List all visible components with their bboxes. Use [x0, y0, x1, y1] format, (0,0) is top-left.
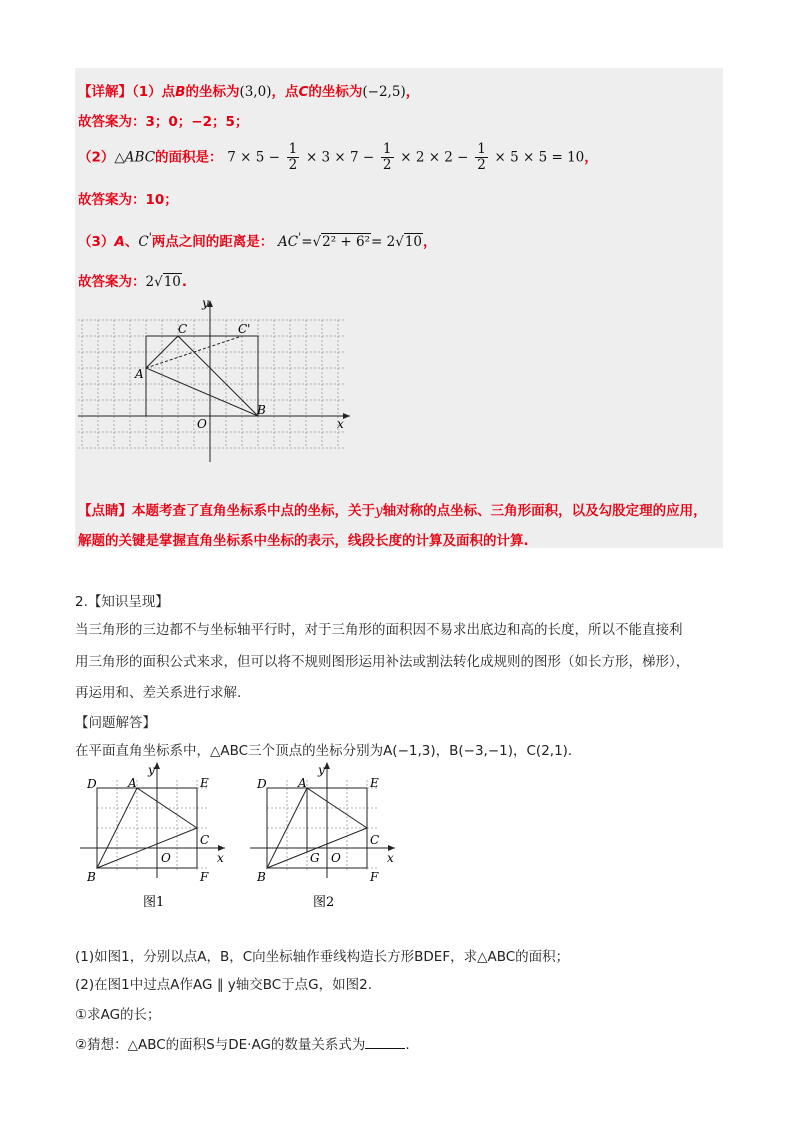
text: （2）: [78, 149, 115, 166]
bounding-rectangle: [146, 336, 258, 416]
point-c-label: C: [370, 833, 380, 847]
point-a-label: A: [128, 776, 137, 790]
expr: = 2: [371, 234, 396, 250]
point-b-label: B: [257, 403, 266, 417]
point-a-label: A: [298, 776, 307, 790]
expr: AC: [278, 234, 299, 250]
origin-label: O: [331, 851, 341, 865]
denominator: 2: [477, 157, 486, 173]
grid: [78, 320, 345, 448]
section-title: 2.【知识呈现】: [75, 594, 169, 610]
point-b-label: B: [175, 84, 186, 100]
triangle-symbol: △: [114, 149, 125, 166]
radicand: 10: [404, 234, 423, 250]
coord-b: (3,0): [239, 84, 272, 100]
expr: × 2 × 2 −: [400, 149, 469, 166]
radicand: 2² + 6²: [322, 234, 371, 250]
point-d-label: D: [257, 777, 267, 791]
point-c-label: C: [178, 322, 188, 336]
answer-1: 故答案为：3；0；−2；5；: [78, 114, 249, 130]
answer-blank[interactable]: [365, 1048, 405, 1049]
point-b-label: B: [257, 870, 266, 884]
problem-statement: 在平面直角坐标系中，△ABC三个顶点的坐标分别为A(−1,3)，B(−3,−1)，C(2,1).: [75, 743, 573, 759]
prime: ': [148, 230, 152, 244]
text: （1）点: [132, 84, 176, 100]
question-2-part-2: [75, 1033, 410, 1053]
solution-line-2: [78, 142, 598, 173]
comment-line-1: [78, 499, 707, 519]
point-f-label: F: [200, 870, 209, 884]
expr: 7 × 5 −: [227, 149, 280, 166]
problem-heading: 【问题解答】: [75, 715, 156, 731]
point-g-label: G: [310, 851, 320, 865]
text: 【点睛】本题考查了直角坐标系中点的坐标，关于: [78, 503, 375, 519]
grid: [267, 780, 380, 872]
text: 两点之间的距离是：: [151, 234, 274, 250]
text: ，点: [271, 84, 299, 100]
question-2-part-1: ①求AG的长；: [75, 1007, 161, 1023]
numerator: 1: [288, 141, 298, 157]
text: 轴对称的点坐标、三角形面积，以及勾股定理的应用，: [382, 503, 707, 519]
text: 的坐标为: [308, 84, 363, 100]
question-1: (1)如图1，分别以点A，B，C向坐标轴作垂线构造长方形BDEF，求△ABC的面积；: [75, 949, 570, 965]
expr: × 5 × 5 = 10: [494, 149, 585, 166]
figure-caption: 图2: [313, 895, 335, 910]
y-axis-label: y: [202, 296, 209, 310]
point-f-label: F: [370, 870, 379, 884]
expr: =: [301, 234, 313, 250]
point-a-label: A: [114, 234, 125, 250]
text: ，: [423, 234, 437, 250]
y-label: y: [148, 763, 155, 777]
paragraph-line-3: 再运用和、差关系进行求解.: [75, 685, 242, 701]
x-label: x: [387, 851, 394, 865]
expr: × 3 × 7 −: [305, 149, 375, 166]
numerator: 1: [477, 141, 486, 157]
point-b-label: B: [87, 870, 96, 884]
denominator: 2: [382, 157, 392, 173]
coordinate-graph: [75, 290, 365, 470]
figure-caption: 图1: [143, 895, 165, 910]
text: （3）: [78, 234, 115, 250]
point-c-label: C: [298, 84, 309, 100]
comment-line-2: 解题的关键是掌握直角坐标系中坐标的表示，线段长度的计算及面积的计算.: [78, 533, 529, 549]
point-c-prime-label: C: [138, 234, 149, 250]
text: 、: [124, 234, 139, 250]
solution-line-3: （3）A、C'两点之间的距离是： AC'=√2² + 6²= 2√10，: [78, 230, 437, 250]
text: 的面积是：: [155, 149, 223, 166]
text: .: [405, 1037, 410, 1053]
numerator: 1: [382, 141, 392, 157]
detail-tag: 【详解】: [78, 84, 132, 100]
fraction: [381, 142, 394, 173]
text: ，: [584, 149, 598, 166]
point-a-label: A: [135, 367, 144, 381]
paragraph-line-1: 当三角形的三边都不与坐标轴平行时，对于三角形的面积因不易求出底边和高的长度，所以不能直接利: [75, 622, 683, 638]
paragraph-line-2: 用三角形的面积公式来求，但可以将不规则图形运用补法或割法转化成规则的图形（如长方形，梯形），: [75, 654, 690, 670]
grid: [97, 780, 210, 872]
fraction: [475, 142, 488, 173]
figure-1: [75, 760, 235, 915]
y-label: y: [318, 763, 325, 777]
answer-2: 故答案为：10；: [78, 192, 178, 208]
x-axis-label: x: [337, 417, 344, 431]
origin-label: O: [161, 851, 171, 865]
coord-c: (−2,5): [362, 84, 406, 100]
text: ②猜想：△ABC的面积S与DE·AG的数量关系式为: [75, 1037, 366, 1053]
text: 的坐标为: [185, 84, 240, 100]
point-c-label: C: [200, 833, 210, 847]
radicand: 10: [163, 274, 181, 290]
triangle-name: ABC: [124, 149, 156, 166]
expr: 2: [145, 274, 155, 290]
solution-line-1: [78, 80, 419, 100]
point-c-prime-label: C': [238, 322, 251, 336]
triangle-abc: [146, 336, 258, 416]
point-d-label: D: [87, 777, 97, 791]
fraction: [287, 142, 300, 173]
text: ，: [405, 84, 420, 100]
y-symbol: y: [375, 503, 383, 519]
answer-3: 故答案为：2√10.: [78, 274, 188, 290]
question-2: (2)在图1中过点A作AG ∥ y轴交BC于点G，如图2.: [75, 977, 373, 993]
denominator: 2: [288, 157, 298, 173]
x-label: x: [217, 851, 224, 865]
point-e-label: E: [200, 776, 209, 790]
origin-label: O: [197, 417, 207, 431]
text: .: [181, 274, 188, 290]
text: 故答案为：: [78, 274, 146, 290]
point-e-label: E: [370, 776, 379, 790]
figure-2: [245, 760, 405, 915]
